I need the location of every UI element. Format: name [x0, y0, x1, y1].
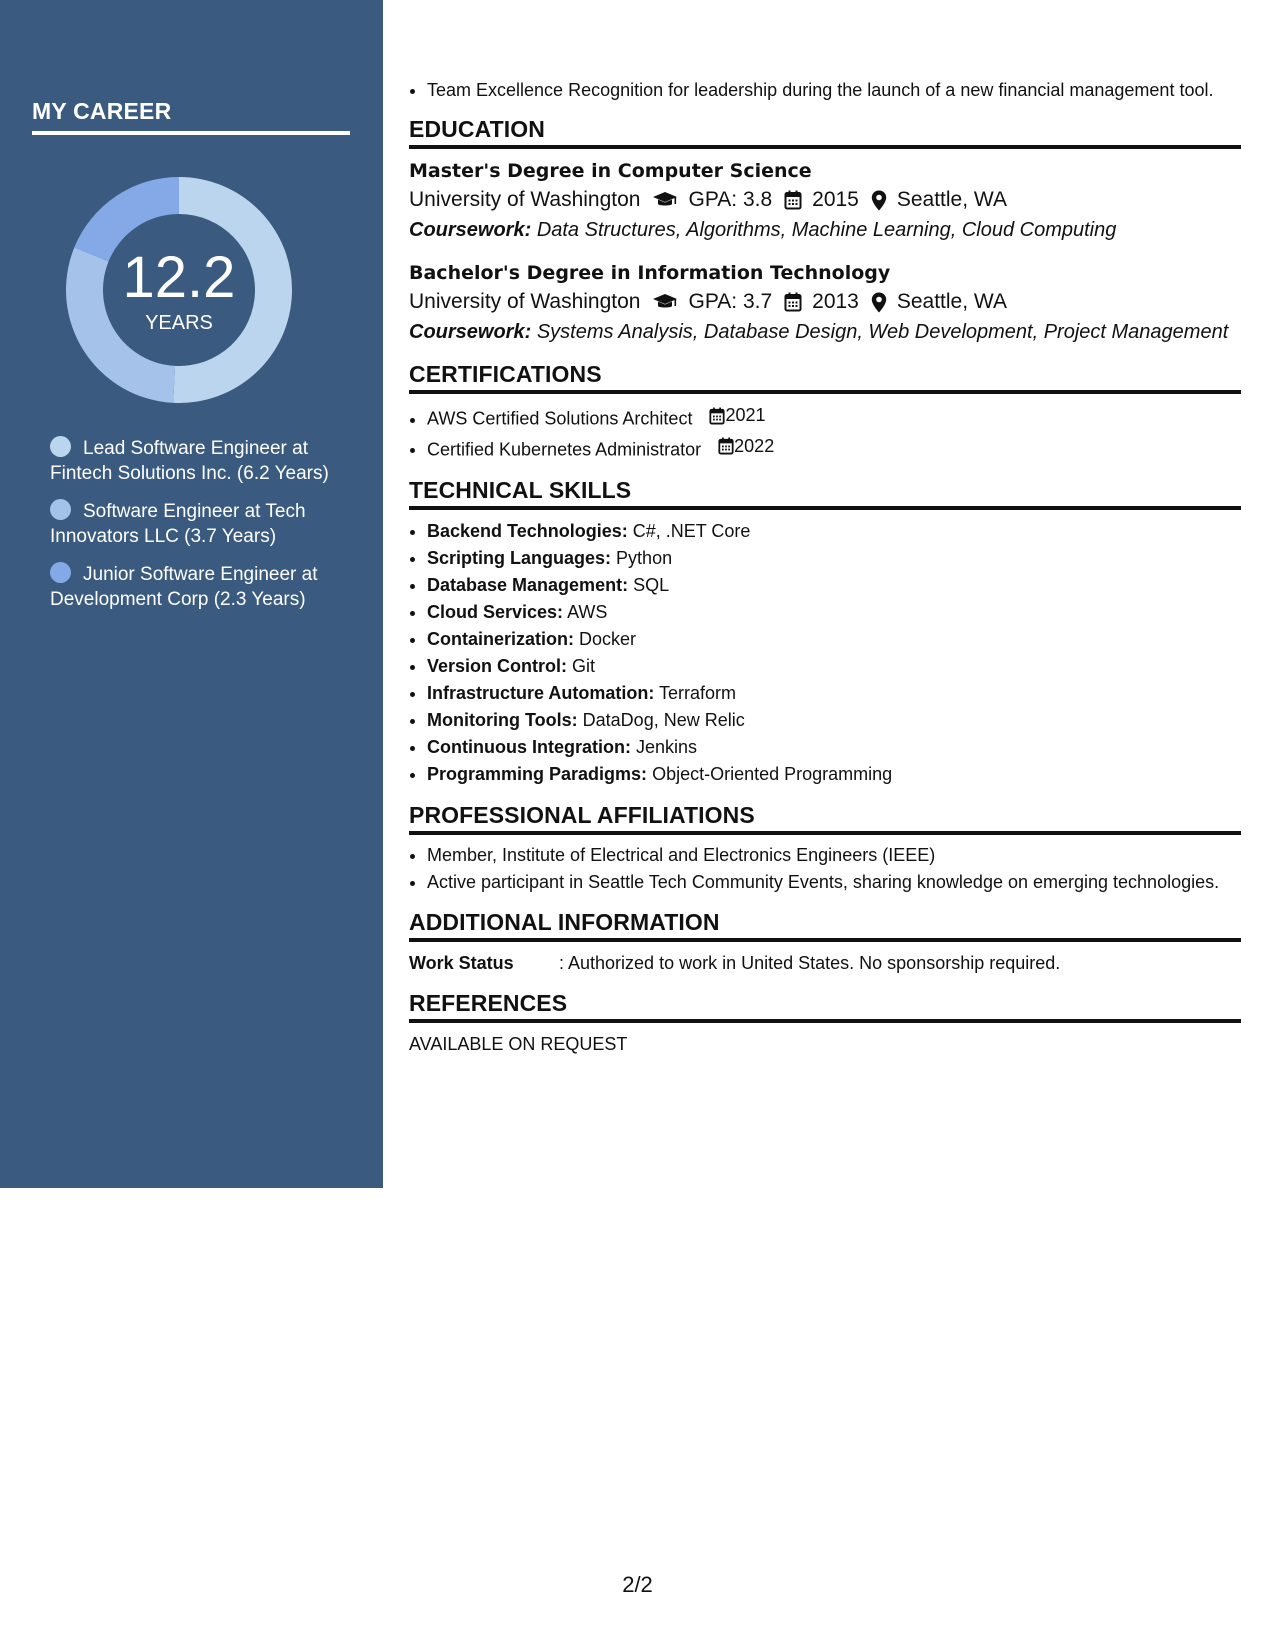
- certification-date: [718, 433, 774, 460]
- school-location: Seattle, WA: [896, 290, 1007, 313]
- skill-value: DataDog, New Relic: [582, 710, 745, 730]
- skill-item: [427, 761, 1241, 788]
- legend-dot-icon: [50, 436, 71, 457]
- certification-year: 2022: [734, 435, 775, 456]
- certification-name: Certified Kubernetes Administrator: [427, 439, 702, 459]
- skill-label: Monitoring Tools:: [427, 710, 578, 730]
- skill-value: Python: [616, 548, 673, 568]
- affiliations-list: [409, 843, 1241, 895]
- technical-skills-title: TECHNICAL SKILLS: [409, 477, 1241, 510]
- school-location: Seattle, WA: [896, 188, 1007, 211]
- skill-item: [427, 545, 1241, 572]
- coursework-label: Coursework:: [409, 219, 532, 241]
- location-pin-icon: [871, 292, 887, 313]
- references-title: REFERENCES: [409, 990, 1241, 1023]
- degree-name: Bachelor's Degree in Information Technology: [409, 262, 891, 284]
- main-content: [409, 78, 1241, 1057]
- skill-item: [427, 626, 1241, 653]
- coursework-label: Coursework:: [409, 321, 532, 343]
- career-title: MY CAREER: [32, 98, 350, 135]
- career-donut-chart: [66, 177, 292, 403]
- career-item: [50, 499, 350, 549]
- skill-label: Backend Technologies:: [427, 521, 628, 541]
- school-name: University of Washington: [409, 188, 641, 211]
- skill-value: Jenkins: [635, 737, 698, 757]
- skill-item: [427, 518, 1241, 545]
- legend-dot-icon: [50, 562, 71, 583]
- graduation-cap-icon: [652, 293, 678, 311]
- skill-item: [427, 680, 1241, 707]
- gpa: GPA: 3.8: [688, 188, 773, 211]
- education-entry: [409, 157, 1241, 245]
- skill-value: SQL: [633, 575, 670, 595]
- calendar-icon: [709, 407, 725, 425]
- coursework: [409, 215, 1241, 245]
- skill-value: Git: [572, 656, 596, 676]
- certifications-title: CERTIFICATIONS: [409, 361, 1241, 394]
- work-status-value: : Authorized to work in United States. No sponsorship required.: [559, 953, 1061, 973]
- skill-value: AWS: [567, 602, 608, 622]
- certification-date: [709, 402, 765, 429]
- certification-list: [409, 402, 1241, 463]
- skills-list: [409, 518, 1241, 788]
- skill-value: C#, .NET Core: [632, 521, 751, 541]
- skill-item: [427, 707, 1241, 734]
- school-name: University of Washington: [409, 290, 641, 313]
- total-years-value: 12.2: [122, 245, 236, 310]
- career-item: [50, 436, 350, 486]
- skill-value: Terraform: [659, 683, 737, 703]
- skill-value: Docker: [579, 629, 637, 649]
- education-details: [409, 287, 1241, 317]
- graduation-year: 2013: [812, 290, 859, 313]
- education-title: EDUCATION: [409, 116, 1241, 149]
- skill-value: Object-Oriented Programming: [652, 764, 893, 784]
- skill-label: Continuous Integration:: [427, 737, 631, 757]
- skill-item: [427, 653, 1241, 680]
- career-item-text: Software Engineer at Tech Innovators LLC (3.7 Years): [50, 501, 306, 547]
- skill-label: Database Management:: [427, 575, 629, 595]
- affiliation-item: • Member, Institute of Electrical and Electronics Engineers (IEEE): [427, 843, 1241, 868]
- skill-label: Infrastructure Automation:: [427, 683, 655, 703]
- degree-name: Master's Degree in Computer Science: [409, 160, 812, 182]
- award-list: [409, 78, 1241, 102]
- coursework-list: Data Structures, Algorithms, Machine Learning, Cloud Computing: [536, 219, 1117, 241]
- certification-year: 2021: [725, 405, 766, 425]
- work-status-label: Work Status: [409, 953, 514, 973]
- legend-dot-icon: [50, 499, 71, 520]
- certification-item: [427, 433, 1241, 464]
- career-item-text: Lead Software Engineer at Fintech Solutions Inc. (6.2 Years): [50, 438, 329, 484]
- skill-label: Cloud Services:: [427, 602, 564, 622]
- education-details: [409, 185, 1241, 215]
- calendar-icon: [784, 190, 802, 210]
- skill-item: [427, 599, 1241, 626]
- career-item: [50, 562, 350, 612]
- skill-label: Scripting Languages:: [427, 548, 612, 568]
- education-entry: [409, 259, 1241, 347]
- graduation-year: 2015: [812, 188, 859, 211]
- work-status-row: [409, 950, 1241, 976]
- certification-item: [427, 402, 1241, 433]
- calendar-icon: [784, 292, 802, 312]
- award-item: • Team Excellence Recognition for leadership during the launch of a new financial management tool.: [427, 78, 1241, 102]
- references-text: AVAILABLE ON REQUEST: [409, 1034, 628, 1054]
- graduation-cap-icon: [652, 191, 678, 209]
- skill-item: [427, 572, 1241, 599]
- calendar-icon: [718, 437, 734, 455]
- coursework-list: Systems Analysis, Database Design, Web Development, Project Management: [536, 321, 1229, 343]
- skill-label: Version Control:: [427, 656, 568, 676]
- career-item-text: Junior Software Engineer at Development Corp (2.3 Years): [50, 564, 318, 610]
- additional-info-title: ADDITIONAL INFORMATION: [409, 909, 1241, 942]
- gpa: GPA: 3.7: [688, 290, 773, 313]
- skill-item: [427, 734, 1241, 761]
- coursework: [409, 317, 1241, 347]
- skill-label: Containerization:: [427, 629, 574, 649]
- certification-name: AWS Certified Solutions Architect: [427, 408, 693, 429]
- total-years-unit: YEARS: [145, 312, 213, 334]
- career-list: [50, 436, 350, 625]
- location-pin-icon: [871, 190, 887, 211]
- page-number: 2/2: [622, 1572, 653, 1597]
- affiliation-item: • Active participant in Seattle Tech Community Events, sharing knowledge on emerging technologies.: [427, 870, 1241, 895]
- skill-label: Programming Paradigms:: [427, 764, 648, 784]
- affiliations-title: PROFESSIONAL AFFILIATIONS: [409, 802, 1241, 835]
- career-sidebar: [0, 0, 383, 1188]
